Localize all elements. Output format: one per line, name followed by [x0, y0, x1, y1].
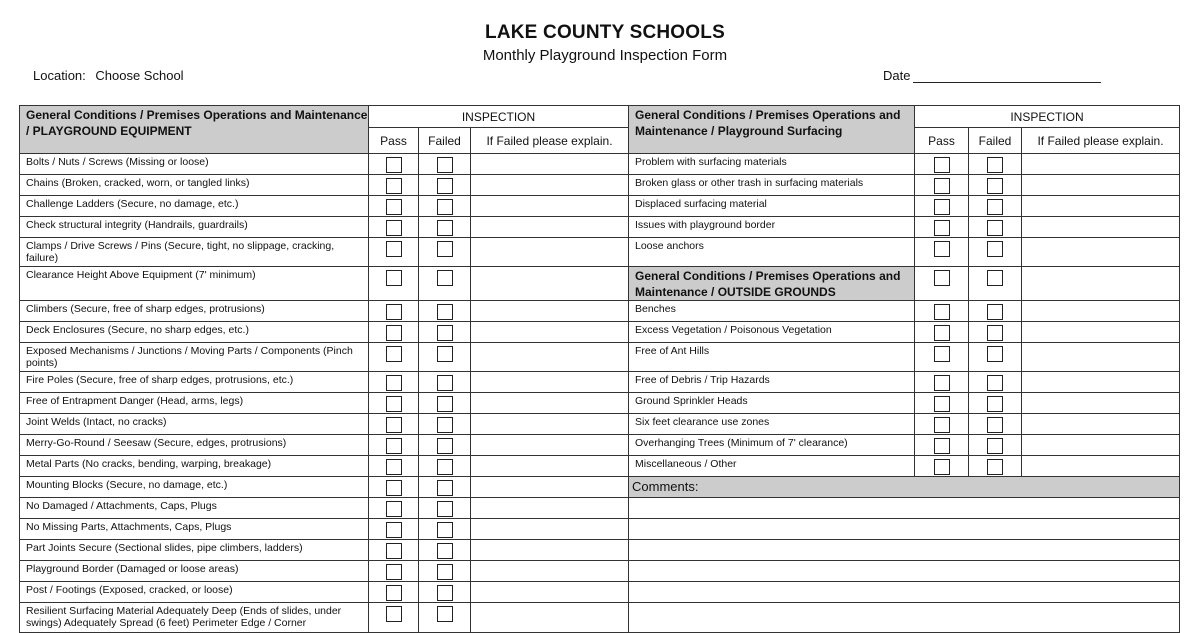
grounds-section-heading: General Conditions / Premises Operations and Maintenance / OUTSIDE GROUNDS	[629, 267, 915, 301]
failed-checkbox-cell	[419, 238, 471, 267]
pass-checkbox-cell	[369, 414, 419, 435]
failed-checkbox-cell	[969, 217, 1022, 238]
failure-explanation-field[interactable]	[1022, 154, 1180, 175]
pass-checkbox-cell	[915, 238, 969, 267]
table-row	[20, 603, 1180, 633]
pass-checkbox-cell	[369, 267, 419, 301]
pass-checkbox[interactable]	[934, 304, 950, 320]
table-row	[20, 456, 1180, 477]
equipment-item: Check structural integrity (Handrails, guardrails)	[20, 217, 369, 238]
pass-checkbox[interactable]	[386, 304, 402, 320]
equipment-item: Playground Border (Damaged or loose areas)	[20, 561, 369, 582]
failure-explanation-field[interactable]	[471, 477, 629, 498]
pass-checkbox-cell	[915, 435, 969, 456]
failure-explanation-field[interactable]	[1022, 322, 1180, 343]
form-title: LAKE COUNTY SCHOOLS	[485, 22, 725, 43]
failed-checkbox-cell	[419, 603, 471, 633]
pass-checkbox[interactable]	[386, 438, 402, 454]
grounds-item: Benches	[629, 301, 915, 322]
failure-explanation-field[interactable]	[471, 540, 629, 561]
failed-checkbox-cell	[419, 196, 471, 217]
table-row	[20, 582, 1180, 603]
equipment-item: Exposed Mechanisms / Junctions / Moving Parts / Components (Pinch points)	[20, 343, 369, 372]
table-row	[20, 393, 1180, 414]
failed-checkbox-cell	[419, 414, 471, 435]
pass-checkbox[interactable]	[934, 220, 950, 236]
failed-checkbox[interactable]	[987, 375, 1003, 391]
table-row	[20, 561, 1180, 582]
grounds-item: Excess Vegetation / Poisonous Vegetation	[629, 322, 915, 343]
failed-checkbox[interactable]	[437, 543, 453, 559]
grounds-item: Miscellaneous / Other	[629, 456, 915, 477]
failure-explanation-field[interactable]	[1022, 301, 1180, 322]
equipment-item: No Missing Parts, Attachments, Caps, Plugs	[20, 519, 369, 540]
explain-column-header: If Failed please explain.	[1022, 128, 1180, 154]
failed-checkbox[interactable]	[437, 417, 453, 433]
failure-explanation-field[interactable]	[471, 322, 629, 343]
date-input-line[interactable]	[913, 69, 1101, 83]
pass-checkbox[interactable]	[934, 241, 950, 257]
table-row	[20, 301, 1180, 322]
failure-explanation-field[interactable]	[471, 196, 629, 217]
failed-checkbox[interactable]	[437, 375, 453, 391]
pass-checkbox-cell	[915, 393, 969, 414]
form-subtitle: Monthly Playground Inspection Form	[482, 47, 728, 64]
failed-checkbox[interactable]	[437, 480, 453, 496]
failed-checkbox-cell	[419, 154, 471, 175]
equipment-item: Free of Entrapment Danger (Head, arms, legs)	[20, 393, 369, 414]
failed-checkbox[interactable]	[987, 178, 1003, 194]
failed-checkbox[interactable]	[987, 346, 1003, 362]
failure-explanation-field[interactable]	[471, 414, 629, 435]
failed-checkbox-cell	[419, 343, 471, 372]
failed-checkbox-cell	[419, 519, 471, 540]
failure-explanation-field[interactable]	[471, 301, 629, 322]
equipment-section-heading: General Conditions / Premises Operations and Maintenance / PLAYGROUND EQUIPMENT	[20, 106, 369, 154]
comments-line[interactable]	[629, 561, 1180, 582]
pass-checkbox[interactable]	[386, 270, 402, 286]
table-row	[20, 267, 1180, 301]
surfacing-item: Problem with surfacing materials	[629, 154, 915, 175]
failed-checkbox-cell	[969, 456, 1022, 477]
pass-checkbox-cell	[915, 217, 969, 238]
failed-checkbox[interactable]	[437, 501, 453, 517]
failed-checkbox-cell	[419, 561, 471, 582]
pass-checkbox[interactable]	[934, 417, 950, 433]
failed-checkbox[interactable]	[437, 522, 453, 538]
pass-checkbox-cell	[369, 540, 419, 561]
failure-explanation-field[interactable]	[471, 519, 629, 540]
failure-explanation-field[interactable]	[1022, 175, 1180, 196]
pass-checkbox[interactable]	[386, 606, 402, 622]
failed-checkbox[interactable]	[437, 157, 453, 173]
failed-checkbox[interactable]	[437, 270, 453, 286]
pass-checkbox[interactable]	[934, 157, 950, 173]
failed-checkbox-cell	[419, 456, 471, 477]
table-row	[20, 322, 1180, 343]
failed-checkbox[interactable]	[437, 220, 453, 236]
date-label: Date	[883, 68, 911, 83]
failed-checkbox-cell	[419, 498, 471, 519]
failure-explanation-field[interactable]	[471, 154, 629, 175]
pass-checkbox-cell	[369, 582, 419, 603]
pass-checkbox[interactable]	[934, 325, 950, 341]
grounds-item: Free of Debris / Trip Hazards	[629, 372, 915, 393]
comments-label: Comments:	[629, 477, 1180, 498]
pass-checkbox[interactable]	[386, 346, 402, 362]
comments-line[interactable]	[629, 498, 1180, 519]
failed-checkbox-cell	[969, 414, 1022, 435]
failed-checkbox-cell	[419, 372, 471, 393]
failed-checkbox[interactable]	[987, 417, 1003, 433]
failure-explanation-field[interactable]	[471, 498, 629, 519]
surfacing-item: Displaced surfacing material	[629, 196, 915, 217]
failure-explanation-field[interactable]	[471, 393, 629, 414]
equipment-item: Metal Parts (No cracks, bending, warping, breakage)	[20, 456, 369, 477]
pass-checkbox[interactable]	[934, 199, 950, 215]
surfacing-item: Issues with playground border	[629, 217, 915, 238]
failed-checkbox-cell	[419, 393, 471, 414]
pass-checkbox[interactable]	[386, 325, 402, 341]
comments-line[interactable]	[629, 582, 1180, 603]
equipment-item: Clamps / Drive Screws / Pins (Secure, tight, no slippage, cracking, failure)	[20, 238, 369, 267]
surfacing-section-heading: General Conditions / Premises Operations and Maintenance / Playground Surfacing	[629, 106, 915, 154]
pass-checkbox[interactable]	[386, 178, 402, 194]
comments-line[interactable]	[629, 519, 1180, 540]
pass-checkbox[interactable]	[386, 522, 402, 538]
failed-checkbox[interactable]	[987, 325, 1003, 341]
pass-checkbox-cell	[369, 238, 419, 267]
inspection-header-right: INSPECTION	[915, 106, 1180, 128]
failed-checkbox[interactable]	[987, 438, 1003, 454]
failed-checkbox[interactable]	[437, 178, 453, 194]
table-row	[20, 435, 1180, 456]
failed-checkbox-cell	[419, 582, 471, 603]
equipment-item: Chains (Broken, cracked, worn, or tangled links)	[20, 175, 369, 196]
failure-explanation-field[interactable]	[1022, 238, 1180, 267]
failed-checkbox-cell	[969, 322, 1022, 343]
equipment-item: Challenge Ladders (Secure, no damage, etc.)	[20, 196, 369, 217]
failed-checkbox-cell	[419, 175, 471, 196]
pass-checkbox-cell	[915, 154, 969, 175]
pass-checkbox[interactable]	[386, 220, 402, 236]
pass-checkbox-cell	[915, 301, 969, 322]
failure-explanation-field[interactable]	[471, 435, 629, 456]
pass-checkbox[interactable]	[386, 585, 402, 601]
failure-explanation-field[interactable]	[1022, 267, 1180, 301]
failed-checkbox-cell	[419, 322, 471, 343]
equipment-item: Resilient Surfacing Material Adequately Deep (Ends of slides, under swings) Adequately Spread (6 feet) Perimeter Edge / Corner	[20, 603, 369, 633]
location-field	[33, 68, 184, 83]
failure-explanation-field[interactable]	[471, 175, 629, 196]
failed-column-header: Failed	[969, 128, 1022, 154]
pass-checkbox[interactable]	[386, 417, 402, 433]
pass-checkbox-cell	[369, 603, 419, 633]
pass-checkbox-cell	[915, 267, 969, 301]
pass-column-header: Pass	[915, 128, 969, 154]
failed-checkbox-cell	[419, 435, 471, 456]
failed-checkbox-cell	[969, 393, 1022, 414]
pass-checkbox-cell	[915, 322, 969, 343]
equipment-item: Part Joints Secure (Sectional slides, pipe climbers, ladders)	[20, 540, 369, 561]
failed-checkbox[interactable]	[987, 199, 1003, 215]
inspection-table	[19, 105, 1180, 633]
failure-explanation-field[interactable]	[1022, 217, 1180, 238]
equipment-item: Climbers (Secure, free of sharp edges, protrusions)	[20, 301, 369, 322]
failed-checkbox[interactable]	[437, 199, 453, 215]
pass-checkbox-cell	[369, 519, 419, 540]
equipment-item: Mounting Blocks (Secure, no damage, etc.)	[20, 477, 369, 498]
pass-checkbox-cell	[369, 154, 419, 175]
failed-checkbox-cell	[969, 343, 1022, 372]
failed-checkbox-cell	[419, 477, 471, 498]
failure-explanation-field[interactable]	[471, 582, 629, 603]
failed-checkbox[interactable]	[437, 325, 453, 341]
table-row	[20, 540, 1180, 561]
equipment-item: Fire Poles (Secure, free of sharp edges, protrusions, etc.)	[20, 372, 369, 393]
failure-explanation-field[interactable]	[1022, 196, 1180, 217]
equipment-item: Deck Enclosures (Secure, no sharp edges, etc.)	[20, 322, 369, 343]
pass-checkbox-cell	[369, 343, 419, 372]
pass-checkbox-cell	[369, 322, 419, 343]
failed-checkbox-cell	[419, 217, 471, 238]
failed-checkbox[interactable]	[437, 459, 453, 475]
table-row	[20, 196, 1180, 217]
pass-checkbox-cell	[369, 196, 419, 217]
failed-checkbox[interactable]	[437, 304, 453, 320]
pass-checkbox[interactable]	[934, 438, 950, 454]
date-field	[883, 68, 1101, 83]
pass-checkbox-cell	[369, 435, 419, 456]
table-row	[20, 372, 1180, 393]
equipment-item: Merry-Go-Round / Seesaw (Secure, edges, protrusions)	[20, 435, 369, 456]
pass-checkbox[interactable]	[934, 346, 950, 362]
table-row	[20, 238, 1180, 267]
failed-checkbox[interactable]	[987, 304, 1003, 320]
pass-checkbox-cell	[915, 196, 969, 217]
failed-checkbox[interactable]	[987, 220, 1003, 236]
pass-checkbox[interactable]	[386, 241, 402, 257]
pass-checkbox-cell	[915, 414, 969, 435]
table-row	[20, 217, 1180, 238]
pass-checkbox-cell	[369, 372, 419, 393]
pass-checkbox[interactable]	[386, 199, 402, 215]
inspection-header-left: INSPECTION	[369, 106, 629, 128]
pass-checkbox[interactable]	[386, 396, 402, 412]
failed-column-header: Failed	[419, 128, 471, 154]
table-row	[20, 343, 1180, 372]
pass-checkbox[interactable]	[934, 375, 950, 391]
pass-checkbox-cell	[915, 175, 969, 196]
pass-checkbox-cell	[369, 456, 419, 477]
failed-checkbox[interactable]	[987, 157, 1003, 173]
pass-checkbox-cell	[915, 343, 969, 372]
failure-explanation-field[interactable]	[471, 267, 629, 301]
surfacing-item: Broken glass or other trash in surfacing materials	[629, 175, 915, 196]
failed-checkbox-cell	[969, 175, 1022, 196]
pass-checkbox-cell	[369, 393, 419, 414]
failure-explanation-field[interactable]	[471, 217, 629, 238]
table-row	[20, 414, 1180, 435]
pass-checkbox-cell	[369, 477, 419, 498]
failed-checkbox-cell	[969, 238, 1022, 267]
failed-checkbox[interactable]	[987, 459, 1003, 475]
failure-explanation-field[interactable]	[471, 603, 629, 633]
failure-explanation-field[interactable]	[1022, 414, 1180, 435]
failed-checkbox-cell	[969, 372, 1022, 393]
equipment-item: Post / Footings (Exposed, cracked, or loose)	[20, 582, 369, 603]
table-row	[20, 175, 1180, 196]
failed-checkbox-cell	[969, 301, 1022, 322]
failure-explanation-field[interactable]	[471, 238, 629, 267]
table-row	[20, 154, 1180, 175]
location-label: Location:	[33, 68, 86, 83]
table-row	[20, 498, 1180, 519]
pass-checkbox-cell	[915, 372, 969, 393]
failed-checkbox[interactable]	[437, 396, 453, 412]
pass-column-header: Pass	[369, 128, 419, 154]
failure-explanation-field[interactable]	[1022, 393, 1180, 414]
pass-checkbox[interactable]	[386, 501, 402, 517]
failure-explanation-field[interactable]	[471, 343, 629, 372]
pass-checkbox[interactable]	[934, 459, 950, 475]
equipment-item: No Damaged / Attachments, Caps, Plugs	[20, 498, 369, 519]
pass-checkbox[interactable]	[386, 375, 402, 391]
failed-checkbox-cell	[419, 540, 471, 561]
pass-checkbox-cell	[915, 456, 969, 477]
failed-checkbox-cell	[419, 301, 471, 322]
grounds-item: Six feet clearance use zones	[629, 414, 915, 435]
pass-checkbox[interactable]	[386, 564, 402, 580]
equipment-item: Bolts / Nuts / Screws (Missing or loose)	[20, 154, 369, 175]
failed-checkbox[interactable]	[437, 346, 453, 362]
failure-explanation-field[interactable]	[1022, 343, 1180, 372]
pass-checkbox-cell	[369, 175, 419, 196]
failed-checkbox-cell	[969, 154, 1022, 175]
pass-checkbox[interactable]	[934, 396, 950, 412]
location-school-dropdown[interactable]: Choose School	[95, 68, 184, 83]
pass-checkbox[interactable]	[934, 270, 950, 286]
failed-checkbox[interactable]	[987, 396, 1003, 412]
explain-column-header: If Failed please explain.	[471, 128, 629, 154]
failed-checkbox[interactable]	[437, 606, 453, 622]
failed-checkbox-cell	[969, 196, 1022, 217]
table-row	[20, 519, 1180, 540]
failed-checkbox[interactable]	[437, 438, 453, 454]
surfacing-item: Loose anchors	[629, 238, 915, 267]
equipment-item: Joint Welds (Intact, no cracks)	[20, 414, 369, 435]
equipment-item: Clearance Height Above Equipment (7' minimum)	[20, 267, 369, 301]
failed-checkbox-cell	[969, 435, 1022, 456]
failed-checkbox-cell	[969, 267, 1022, 301]
pass-checkbox[interactable]	[386, 157, 402, 173]
pass-checkbox-cell	[369, 301, 419, 322]
failed-checkbox[interactable]	[437, 241, 453, 257]
grounds-item: Free of Ant Hills	[629, 343, 915, 372]
failure-explanation-field[interactable]	[1022, 372, 1180, 393]
failure-explanation-field[interactable]	[471, 372, 629, 393]
failed-checkbox[interactable]	[437, 585, 453, 601]
failed-checkbox-cell	[419, 267, 471, 301]
pass-checkbox-cell	[369, 561, 419, 582]
failed-checkbox[interactable]	[987, 241, 1003, 257]
table-row	[20, 477, 1180, 498]
comments-line[interactable]	[629, 540, 1180, 561]
failure-explanation-field[interactable]	[1022, 456, 1180, 477]
failure-explanation-field[interactable]	[471, 456, 629, 477]
grounds-item: Overhanging Trees (Minimum of 7' clearance)	[629, 435, 915, 456]
failed-checkbox[interactable]	[437, 564, 453, 580]
pass-checkbox-cell	[369, 217, 419, 238]
pass-checkbox[interactable]	[386, 480, 402, 496]
failed-checkbox[interactable]	[987, 270, 1003, 286]
pass-checkbox-cell	[369, 498, 419, 519]
comments-line[interactable]	[629, 603, 1180, 633]
failure-explanation-field[interactable]	[471, 561, 629, 582]
failure-explanation-field[interactable]	[1022, 435, 1180, 456]
pass-checkbox[interactable]	[386, 459, 402, 475]
pass-checkbox[interactable]	[934, 178, 950, 194]
pass-checkbox[interactable]	[386, 543, 402, 559]
grounds-item: Ground Sprinkler Heads	[629, 393, 915, 414]
